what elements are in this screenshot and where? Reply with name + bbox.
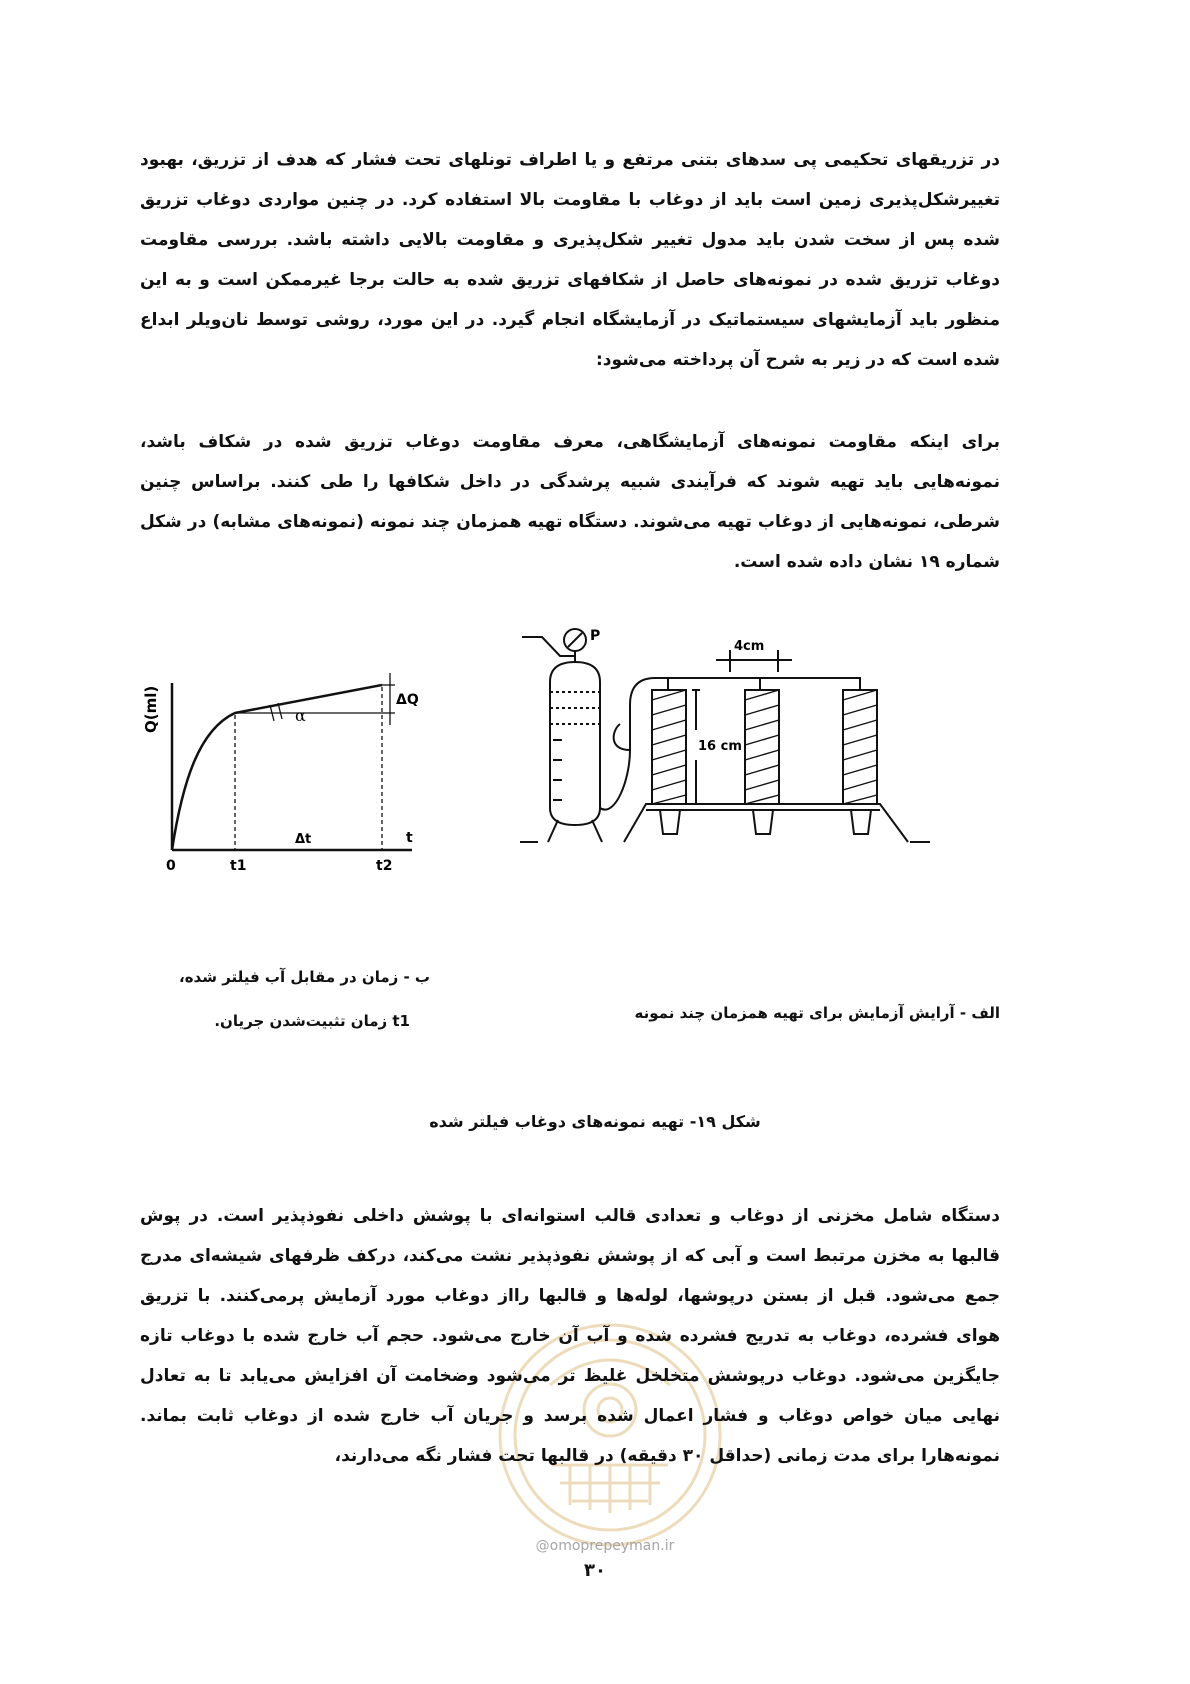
flow-time-graph (142, 655, 450, 895)
origin-label: 0 (166, 858, 176, 874)
glass-3 (851, 810, 871, 834)
t2-label: t2 (376, 858, 393, 874)
caption-a: الف - آرایش آزمایش برای تهیه همزمان چند نمونه (634, 1004, 1000, 1022)
intro-paragraph: در تزریقهای تحکیمی پی سدهای بتنی مرتفع و یا اطراف تونلهای تحت فشار که هدف از تزریق، بهبود تغییرشکل‌پذیری زمین است باید از دوغاب با مقاومت بالا استفاده کرد. در چنین مواردی دوغاب تزریق شده پس از سخت شدن باید مدول تغییر شکل‌پذیری و مقاومت بالایی داشته باشد. بررسی مقاومت دوغاب تزریق شده در نمونه‌های حاصل از شکافهای تزریق شده به حالت برجا غیرممکن است و به این منظور باید آزمایشهای سیستماتیک در آزمایشگاه انجام گیرد. در این مورد، روشی توسط نان‌ویلر ابداع شده است که در زیر به شرح آن پرداخته می‌شود: (140, 150, 1000, 370)
delta-t-label: Δt (295, 832, 312, 847)
alpha-label: α (295, 706, 306, 725)
figure-caption: شکل ۱۹- تهیه نمونه‌های دوغاب فیلتر شده (429, 1112, 761, 1131)
x-axis-label: t (406, 830, 413, 846)
caption-b-line2: t1 زمان تثبیت‌شدن جریان. (214, 1012, 410, 1030)
caption-b-line1: ب - زمان در مقابل آب فیلتر شده، (179, 968, 430, 986)
t1-label: t1 (230, 858, 247, 874)
height-label: 16 cm (698, 739, 742, 754)
flow-curve (172, 685, 382, 850)
y-axis-label: Q(ml) (142, 685, 160, 733)
page-number: ۳۰ (584, 1560, 606, 1581)
apparatus-diagram (520, 620, 990, 890)
pressure-label: P (590, 628, 601, 644)
spacing-label: 4cm (734, 639, 765, 654)
watermark-text: @omoprepeyman.ir (535, 1538, 675, 1554)
delta-q-label: ΔQ (396, 692, 419, 708)
apparatus-paragraph: دستگاه شامل مخزنی از دوغاب و تعدادی قالب استوانه‌ای با پوشش داخلی نفوذپذیر است. در پوش قالبها به مخزن مرتبط است و آبی که از پوشش نفوذپذیر نشت می‌کند، درکف ظرفهای شیشه‌ای مدرج جمع می‌شود. قبل از بستن درپوشها، لوله‌ها و قالبها رااز دوغاب مورد آزمایش پرمی‌کنند. با تزریق هوای فشرده، دوغاب به تدریج فشرده شده و آب آن خارج می‌شود. حجم آب خارج شده با دوغاب تازه جایگزین می‌شود. دوغاب درپوشش متخلخل غلیظ تر می‌شود وضخامت آن افزایش می‌یابد تا به تعادل نهایی میان خواص دوغاب و فشار اعمال شده برسد و جریان آب خارج شده از دوغاب ثابت بماند. نمونه‌هارا برای مدت زمانی (حداقل ۳۰ دقیقه) در قالبها تحت فشار نگه می‌دارند، (140, 1206, 1000, 1466)
glass-1 (660, 810, 680, 834)
glass-2 (753, 810, 773, 834)
samples-paragraph: برای اینکه مقاومت نمونه‌های آزمایشگاهی، معرف مقاومت دوغاب تزریق شده در شکاف باشد، نمونه‌هایی باید تهیه شوند که فرآیندی شبیه پرشدگی در داخل شکافها را طی کنند. براساس چنین شرطی، نمونه‌هایی از دوغاب تهیه می‌شوند. دستگاه تهیه همزمان چند نمونه (نمونه‌های مشابه) در شکل شماره ۱۹ نشان داده شده است. (140, 432, 1000, 572)
